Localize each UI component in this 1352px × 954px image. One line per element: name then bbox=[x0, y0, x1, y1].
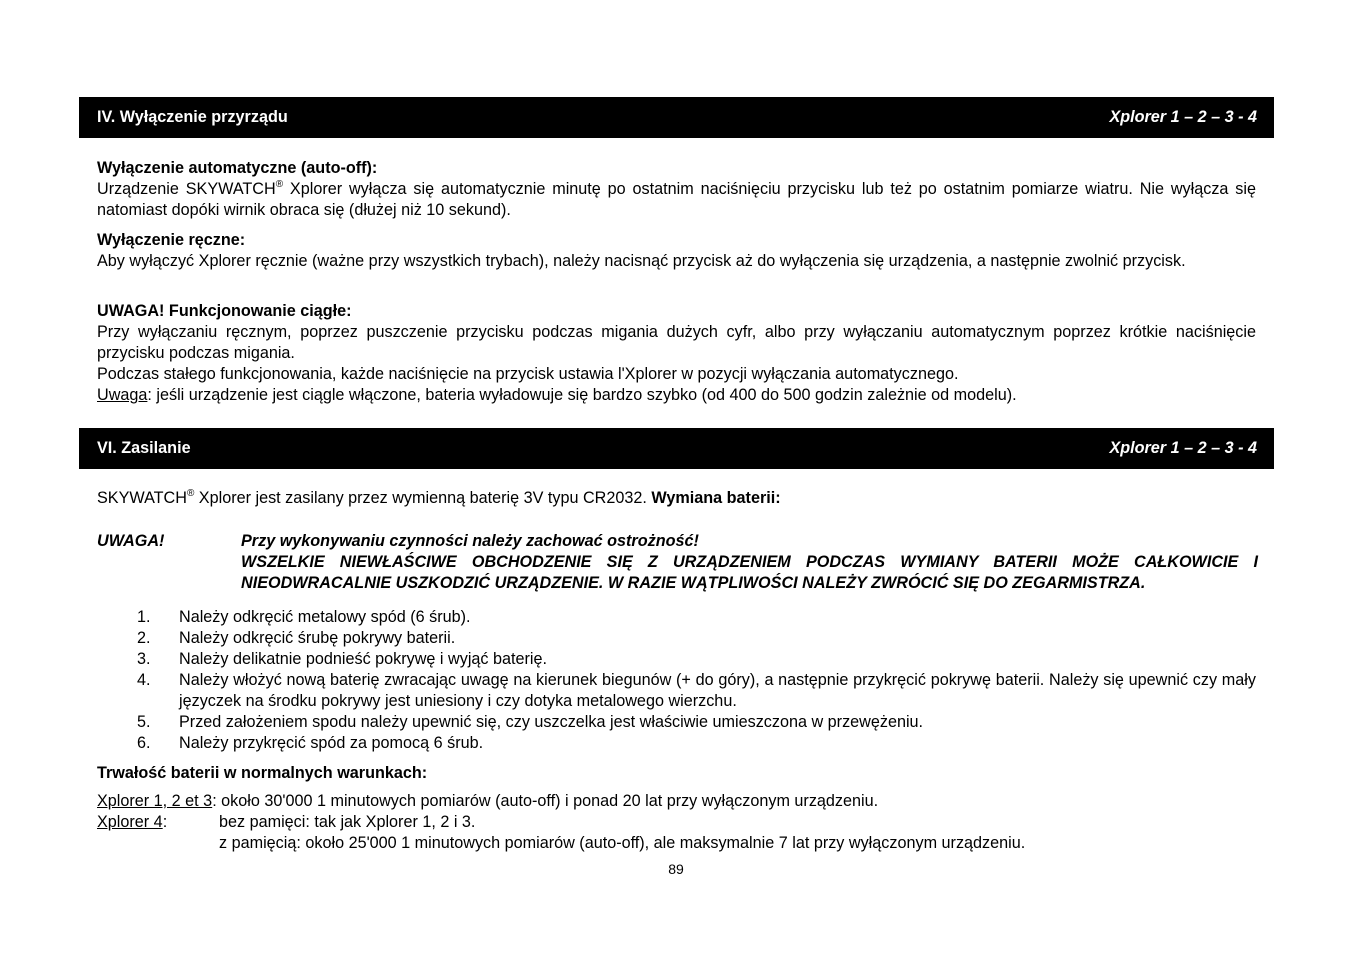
continuous-block bbox=[97, 301, 1256, 406]
warning-label: UWAGA! bbox=[97, 532, 165, 550]
manual-off-heading: Wyłączenie ręczne: bbox=[97, 231, 246, 249]
warning-text bbox=[241, 531, 1258, 594]
auto-off-text bbox=[97, 179, 1256, 221]
durability-heading: Trwałość baterii w normalnych warunkach: bbox=[97, 764, 428, 782]
auto-off-text-b: Xplorer wyłącza się automatycznie minutę po ostatnim naciśnięciu przycisku lub też po ostatnim pomiarze wiatru. Nie wyłącza się natomiast dopóki wirnik obraca się (dłużej niż 10 sekund). bbox=[97, 180, 1256, 219]
manual-off-text: Aby wyłączyć Xplorer ręcznie (ważne przy wszystkich trybach), należy nacisnąć przycisk aż do wyłączenia się urządzenia, a następnie zwolnić przycisk. bbox=[97, 252, 1186, 270]
section-title: VI. Zasilanie bbox=[97, 439, 191, 457]
model-label: Xplorer 1 – 2 – 3 - 4 bbox=[1109, 439, 1257, 457]
registered-mark: ® bbox=[186, 488, 195, 499]
step-text: Należy odkręcić śrubę pokrywy baterii. bbox=[179, 629, 456, 647]
step-text: Należy przykręcić spód za pomocą 6 śrub. bbox=[179, 734, 484, 752]
continuous-text-2: Podczas stałego funkcjonowania, każde naciśnięcie na przycisk ustawia l'Xplorer w pozycji wyłączania automatycznego. bbox=[97, 365, 959, 383]
step-text: Należy włożyć nową baterię zwracając uwagę na kierunek biegunów (+ do góry), a następnie przykręcić pokrywę baterii. Należy się upewnić czy mały języczek na środku pokrywy jest uniesiony i czy dotyka metalowego wierzchu. bbox=[179, 671, 1256, 710]
list-item bbox=[97, 649, 1256, 670]
auto-off-block bbox=[97, 158, 1256, 221]
note-label: Uwaga bbox=[97, 386, 148, 404]
xplorer-123-text: : około 30'000 1 minutowych pomiarów (auto-off) i ponad 20 lat przy wyłączonym urządzeniu. bbox=[212, 792, 879, 810]
step-number: 6. bbox=[137, 734, 151, 752]
warning-line-1: Przy wykonywaniu czynności należy zachować ostrożność! bbox=[241, 532, 699, 550]
continuous-heading: UWAGA! Funkcjonowanie ciągłe: bbox=[97, 302, 352, 320]
step-number: 5. bbox=[137, 713, 151, 731]
section-header-iv bbox=[79, 97, 1274, 138]
step-number: 2. bbox=[137, 629, 151, 647]
auto-off-heading: Wyłączenie automatyczne (auto-off): bbox=[97, 159, 378, 177]
step-text: Należy delikatnie podnieść pokrywę i wyjąć baterię. bbox=[179, 650, 547, 668]
xplorer-4-colon: : bbox=[162, 813, 168, 831]
note-body: : jeśli urządzenie jest ciągle włączone, bateria wyładowuje się bardzo szybko (od 400 do 500 godzin zależnie od modelu). bbox=[147, 386, 1017, 404]
durability-block bbox=[97, 763, 1256, 784]
section-header-vi bbox=[79, 428, 1274, 469]
battery-change-heading: Wymiana baterii: bbox=[651, 489, 781, 507]
section-title: IV. Wyłączenie przyrządu bbox=[97, 108, 288, 126]
list-item bbox=[97, 607, 1256, 628]
step-number: 4. bbox=[137, 671, 151, 689]
page-number: 89 bbox=[668, 861, 684, 877]
intro-a: SKYWATCH bbox=[97, 489, 187, 507]
xplorer-123-label: Xplorer 1, 2 et 3 bbox=[97, 792, 213, 810]
intro-b: Xplorer jest zasilany przez wymienną baterię 3V typu CR2032. bbox=[194, 489, 652, 507]
registered-mark: ® bbox=[275, 179, 284, 190]
list-item bbox=[97, 712, 1256, 733]
power-intro-text bbox=[97, 488, 1256, 509]
list-item bbox=[97, 628, 1256, 649]
xplorer-4-line-1: bez pamięci: tak jak Xplorer 1, 2 i 3. bbox=[219, 813, 476, 831]
step-number: 3. bbox=[137, 650, 151, 668]
xplorer-4-row bbox=[97, 812, 1256, 854]
warning-block bbox=[97, 531, 1258, 597]
step-number: 1. bbox=[137, 608, 151, 626]
battery-steps-list bbox=[97, 607, 1256, 754]
xplorer-123-row bbox=[97, 791, 1256, 812]
step-text: Przed założeniem spodu należy upewnić się, czy uszczelka jest właściwie umieszczona w przewężeniu. bbox=[179, 713, 924, 731]
manual-off-block bbox=[97, 230, 1256, 272]
continuous-text-1: Przy wyłączaniu ręcznym, poprzez puszczenie przycisku podczas migania dużych cyfr, albo przy wyłączaniu automatycznym poprzez krótkie naciśnięcie przycisku podczas migania. bbox=[97, 323, 1256, 362]
xplorer-4-line-2: z pamięcią: około 25'000 1 minutowych pomiarów (auto-off), ale maksymalnie 7 lat przy wyłączonym urządzeniu. bbox=[219, 834, 1026, 852]
auto-off-text-a: Urządzenie SKYWATCH bbox=[97, 180, 276, 198]
note-text bbox=[97, 385, 1256, 406]
list-item bbox=[97, 733, 1256, 754]
list-item bbox=[97, 670, 1256, 712]
warning-line-2: WSZELKIE NIEWŁAŚCIWE OBCHODZENIE SIĘ Z URZĄDZENIEM PODCZAS WYMIANY BATERII MOŻE CAŁKOWICIE I NIEODWRACALNIE USZKODZIĆ URZĄDZENIE. W RAZIE WĄTPLIWOŚCI NALEŻY ZWRÓCIĆ SIĘ DO ZEGARMISTRZA. bbox=[241, 553, 1258, 592]
step-text: Należy odkręcić metalowy spód (6 śrub). bbox=[179, 608, 471, 626]
power-intro bbox=[97, 488, 1256, 509]
model-label: Xplorer 1 – 2 – 3 - 4 bbox=[1109, 108, 1257, 126]
xplorer-4-label: Xplorer 4 bbox=[97, 813, 163, 831]
